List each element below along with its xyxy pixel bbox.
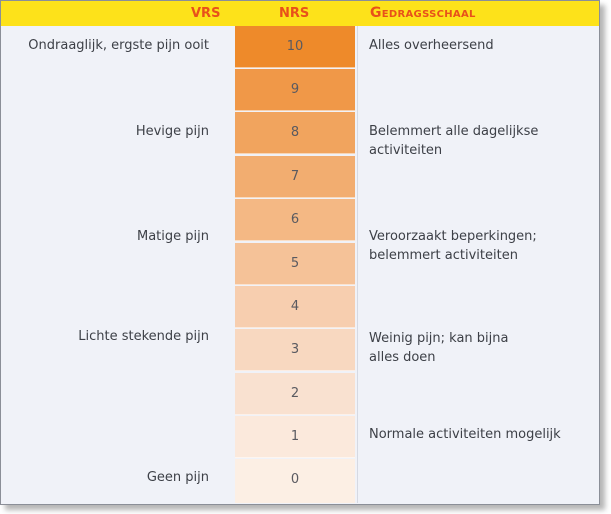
vrs-label-mild: Lichte stekende pijn	[78, 329, 209, 344]
vrs-label-severe: Hevige pijn	[135, 124, 209, 139]
gedrag-line: Belemmert alle dagelijkse	[369, 124, 539, 139]
gedrag-line: Weinig pijn; kan bijna	[369, 331, 509, 346]
header-gedragsschaal: Gedragsschaal	[370, 5, 476, 21]
vrs-label-unbearable: Ondraaglijk, ergste pijn ooit	[28, 38, 209, 53]
gedrag-label-normal	[369, 425, 561, 444]
vrs-label-none: Geen pijn	[146, 470, 209, 485]
gedrag-line: Alles overheersend	[369, 38, 494, 53]
nrs-value: 9	[290, 82, 300, 97]
nrs-value: 8	[290, 125, 300, 140]
nrs-value: 1	[290, 429, 300, 444]
nrs-value: 5	[290, 256, 300, 271]
nrs-cell-0	[235, 459, 355, 503]
nrs-value: 3	[290, 342, 300, 357]
nrs-value: 10	[286, 39, 304, 54]
nrs-value: 7	[290, 169, 300, 184]
gedrag-line: alles doen	[369, 350, 436, 365]
header-bar	[1, 1, 599, 26]
nrs-cell-8	[235, 112, 355, 154]
nrs-cell-6	[235, 199, 355, 241]
nrs-cell-4	[235, 286, 355, 328]
nrs-value: 6	[290, 212, 300, 227]
gedrag-line: activiteiten	[369, 143, 443, 158]
nrs-value: 4	[290, 299, 300, 314]
nrs-cell-3	[235, 329, 355, 371]
nrs-cell-9	[235, 69, 355, 111]
nrs-cell-5	[235, 243, 355, 285]
vrs-label-moderate: Matige pijn	[137, 229, 209, 244]
gedrag-label-limitations	[369, 227, 537, 265]
nrs-value: 2	[290, 386, 300, 401]
nrs-cell-2	[235, 373, 355, 415]
nrs-value: 0	[290, 472, 300, 487]
nrs-cell-10	[235, 26, 355, 68]
column-divider	[357, 26, 358, 503]
nrs-scale-column	[235, 26, 355, 503]
gedrag-line: Veroorzaakt beperkingen;	[369, 229, 537, 244]
header-vrs: VRS	[191, 6, 221, 21]
header-nrs: NRS	[279, 6, 310, 21]
gedrag-label-little-pain	[369, 329, 508, 367]
gedrag-line: Normale activiteiten mogelijk	[369, 427, 561, 442]
nrs-cell-7	[235, 156, 355, 198]
gedrag-label-overwhelming	[369, 36, 494, 55]
nrs-cell-1	[235, 416, 355, 458]
gedrag-line: belemmert activiteiten	[369, 248, 518, 263]
gedrag-label-obstructs-daily	[369, 122, 538, 160]
